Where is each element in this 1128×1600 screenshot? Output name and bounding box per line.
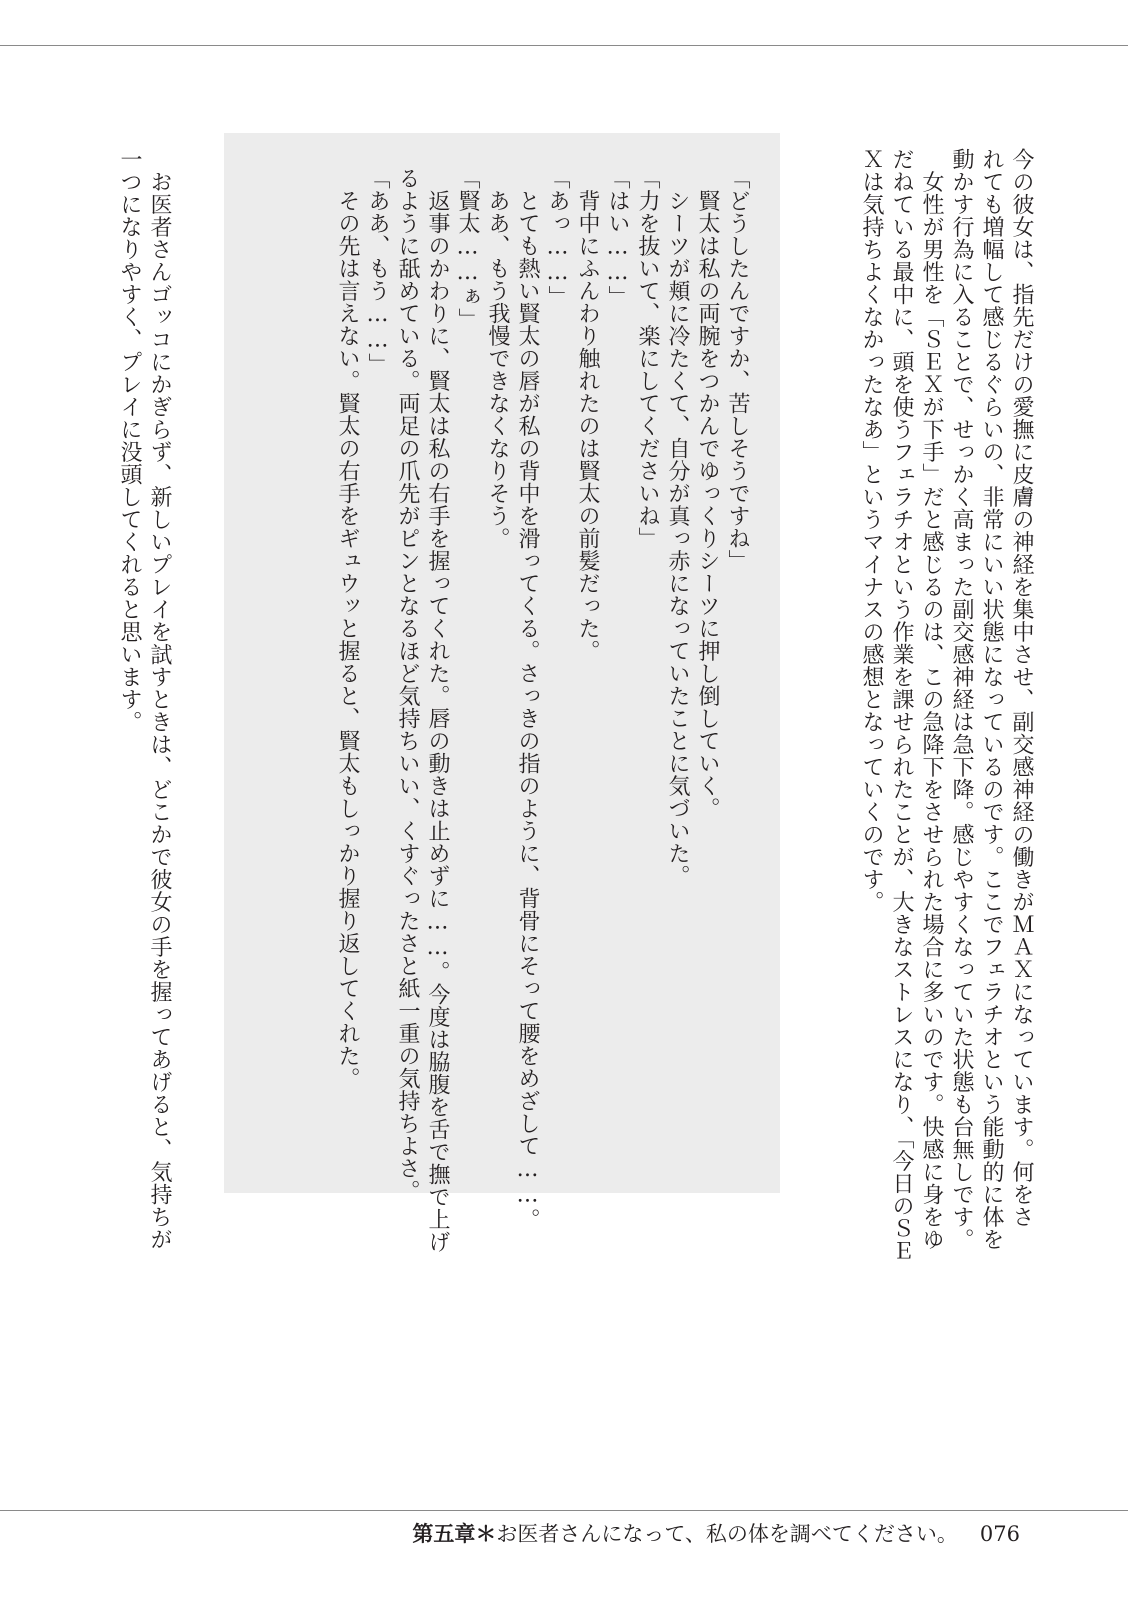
story-line: 背中にふんわり触れたのは賢太の前髪だった。 [575,167,600,662]
story-line: 「あっ……」 [545,167,570,308]
story-line: ああ、もう我慢できなくなりそう。 [485,167,510,550]
running-footer [412,1518,1020,1548]
story-line: 「ああ、もう……」 [365,167,390,376]
story-text [332,167,752,1253]
text-line: だねている最中に、頭を使うフェラチオという作業を課せられたことが、大きなストレスになり、「今日のＳＥ [889,148,914,1262]
text-line: 今の彼女は、指先だけの愛撫に皮膚の神経を集中させ、副交感神経の働きがＭＡＸになっています。何をさ [1009,148,1034,1228]
story-line: 「はい……」 [605,167,630,308]
story-line: シーツが頬に冷たくて、自分が真っ赤になっていたことに気づいた。 [665,167,690,887]
chapter-label: 第五章＊ [412,1521,497,1546]
chapter-title: お医者さんになって、私の体を調べてください。 [496,1522,958,1546]
text-line: 女性が男性を「ＳＥＸが下手」だと感じるのは、この急降下をさせられた場合に多いのです。快感に身をゆ [919,148,944,1251]
story-line: 「どうしたんですか、苦しそうですね」 [725,167,750,572]
body-paragraph-top [856,148,1036,1262]
text-line: お医者さんゴッコにかぎらず、新しいプレイを試すときは、どこかで彼女の手を握ってあげると、気持ちが [147,148,172,1251]
story-line: とても熱い賢太の唇が私の背中を滑ってくる。さっきの指のように、背骨にそって腰をめざして……。 [515,167,540,1231]
text-line: 動かす行為に入ることで、せっかく高まった副交感神経は急下降。感じやすくなっていた状態も台無しです。 [949,148,974,1251]
story-line: るように舐めている。両足の爪先がピンとなるほど気持ちいい、くすぐったさと紙一重の気持ちよさ。 [395,167,420,1202]
top-rule [0,45,1128,46]
story-line: その先は言えない。賢太の右手をギュウッと握ると、賢太もしっかり握り返してくれた。 [335,167,360,1090]
story-line: 返事のかわりに、賢太は私の右手を握ってくれた。唇の動きは止めずに……。今度は脇腹を舌で撫で上げ [425,167,450,1253]
story-line: 賢太は私の両腕をつかんでゆっくりシーツに押し倒していく。 [695,167,720,820]
bottom-rule [0,1510,1128,1511]
text-line: Ｘは気持ちよくなかったなあ」というマイナスの感想となっていくのです。 [859,148,884,913]
body-paragraph-bottom [114,148,174,1251]
story-line: 「力を抜いて、楽にしてくださいね」 [635,167,660,550]
story-line: 「賢太……ぁ」 [455,167,480,331]
text-line: 一つになりやすく、プレイに没頭してくれると思います。 [117,148,142,733]
page-number: 076 [979,1522,1020,1546]
text-line: れても増幅して感じるぐらいの、非常にいい状態になっているのです。ここでフェラチオという能動的に体を [979,148,1004,1251]
